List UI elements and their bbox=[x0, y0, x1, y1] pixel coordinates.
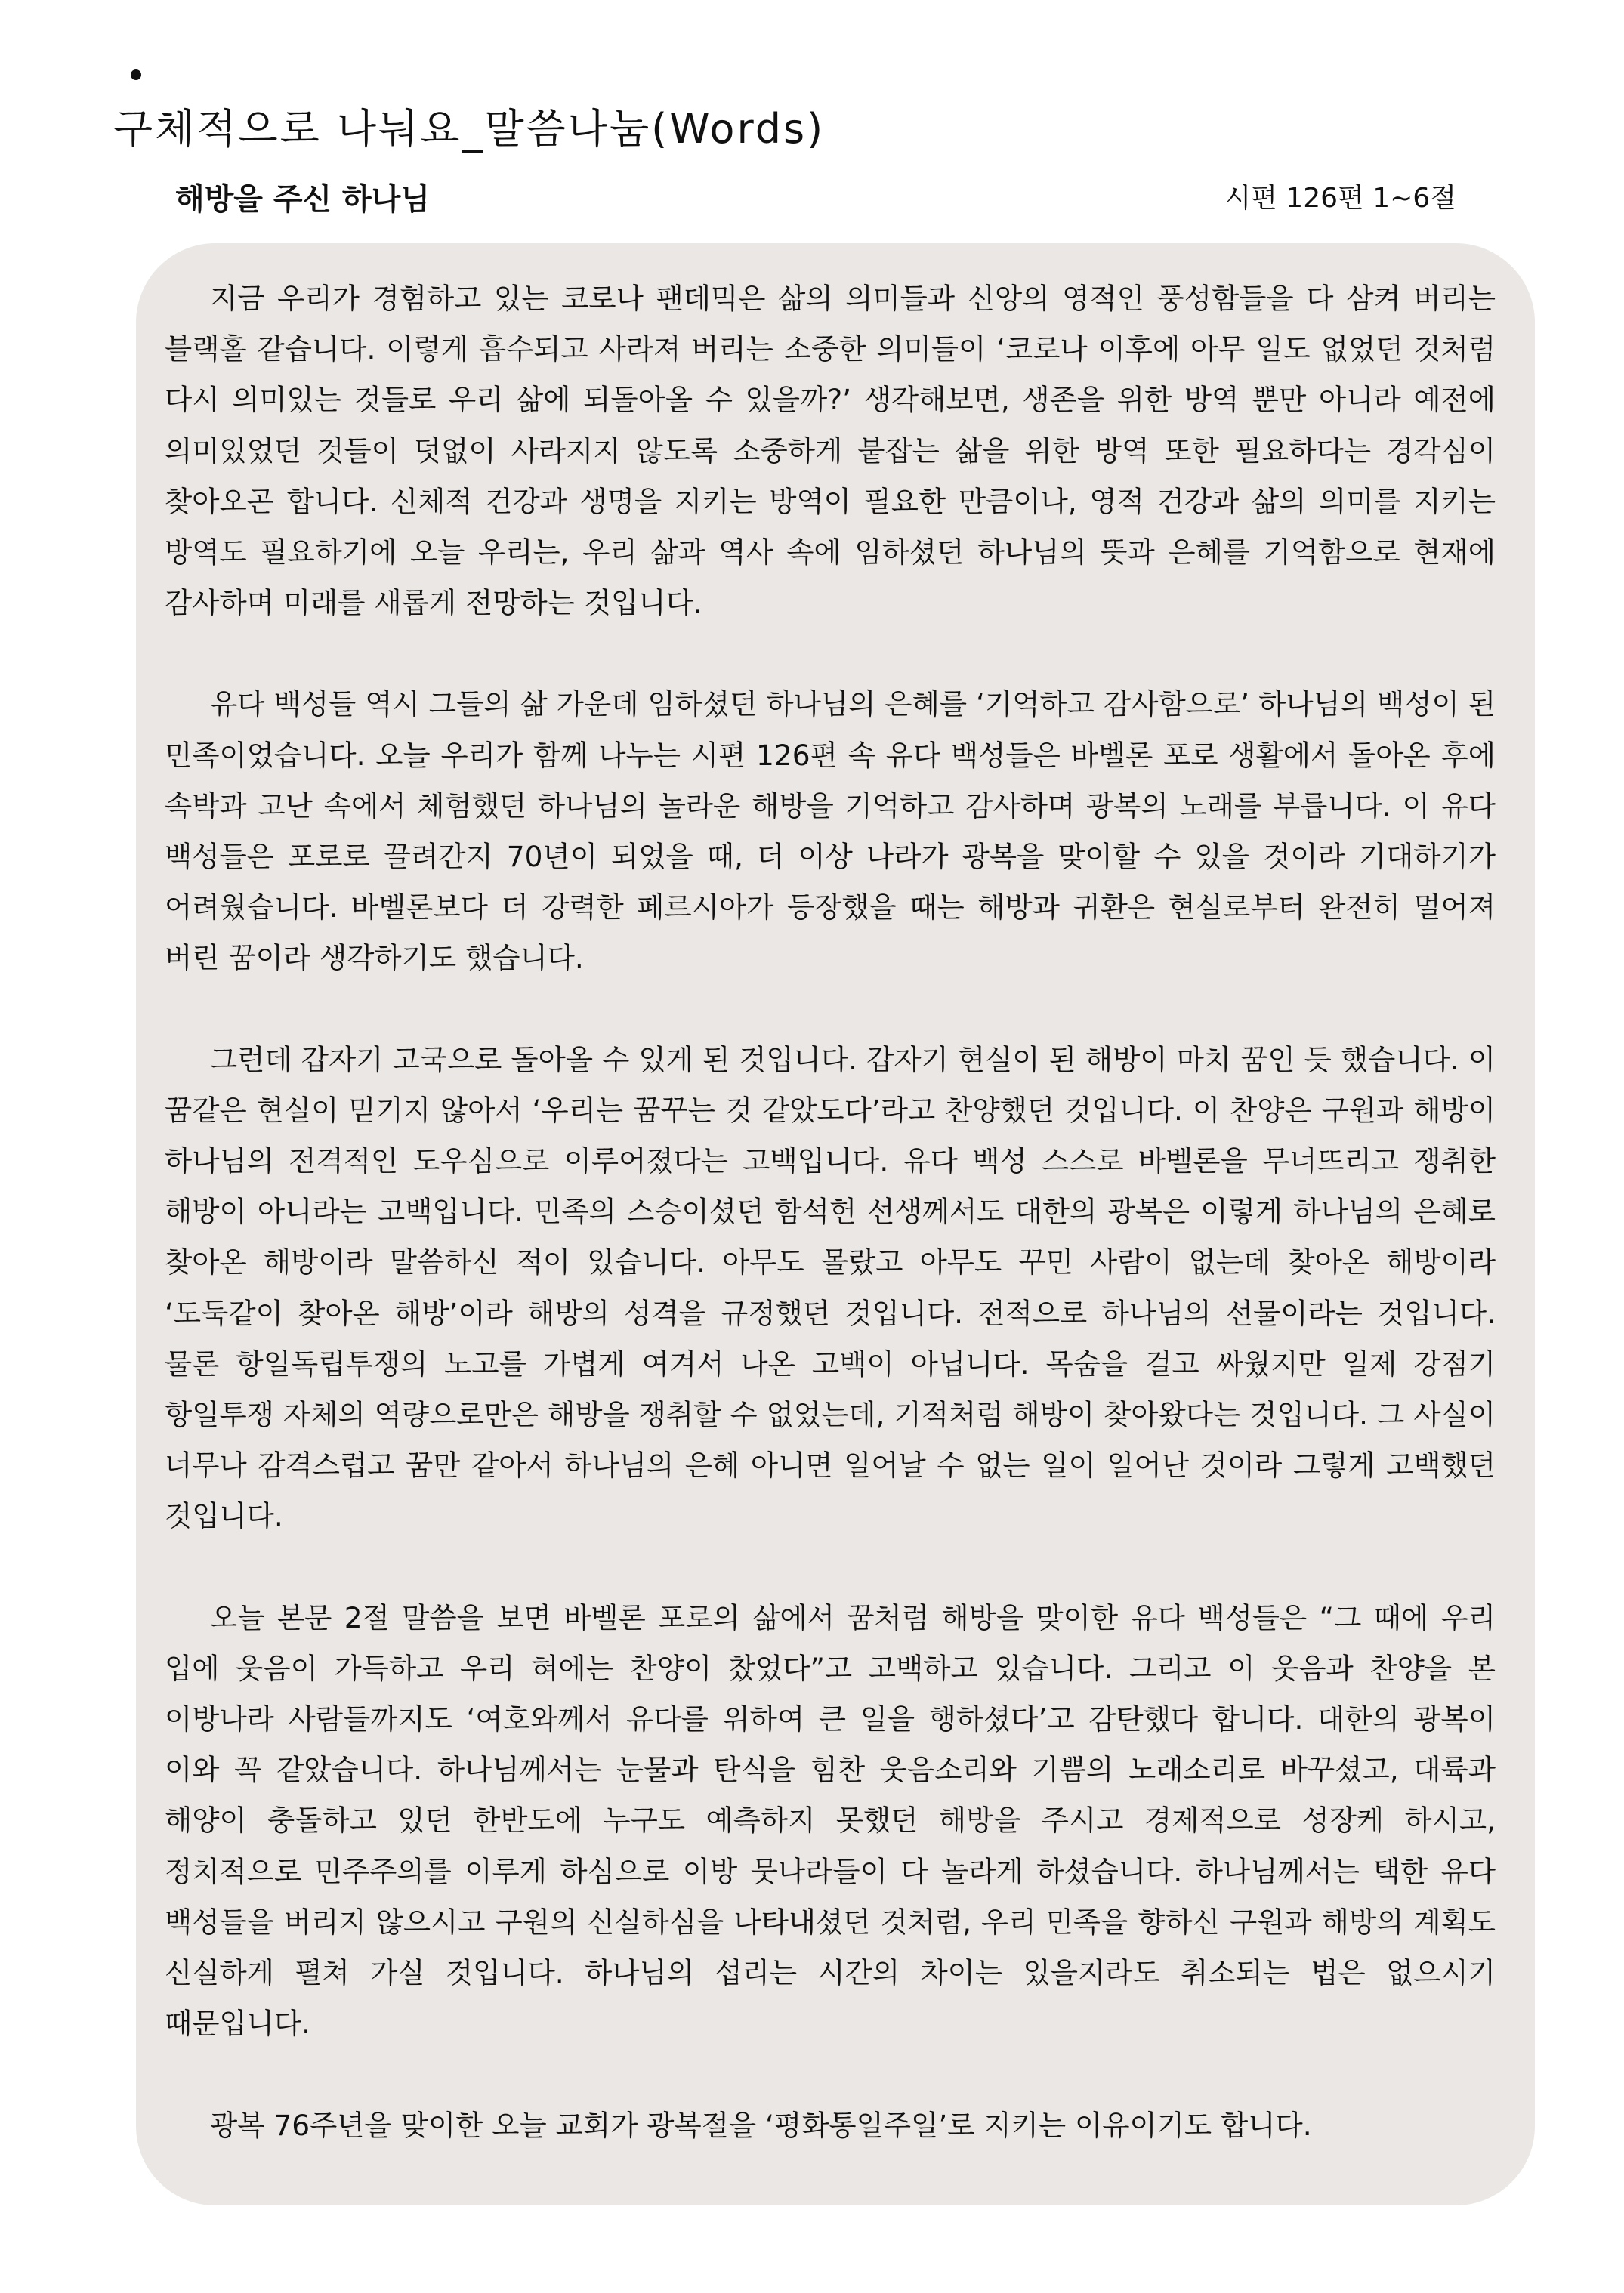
body-paragraph-2: 유다 백성들 역시 그들의 삶 가운데 임하셨던 하나님의 은혜를 ‘기억하고 감사함으로’ 하나님의 백성이 된 민족이었습니다. 오늘 우리가 함께 나누는 시편 126편 속 유다 백성들은 바벨론 포로 생활에서 돌아온 후에 속박과 고난 속에서 체험했던 하나님의 놀라운 해방을 기억하고 감사하며 광복의 노래를 부릅니다. 이 유다 백성들은 포로로 끌려간지 70년이 되었을 때, 더 이상 나라가 광복을 맞이할 수 있을 것이라 기대하기가 어려웠습니다. 바벨론보다 더 강력한 페르시아가 등장했을 때는 해방과 귀환은 현실로부터 완전히 멀어져 버린 꿈이라 생각하기도 했습니다. bbox=[165, 687, 1496, 975]
sermon-subtitle: 해방을 주신 하나님 bbox=[175, 182, 430, 217]
body-paragraph-3: 그런데 갑자기 고국으로 돌아올 수 있게 된 것입니다. 갑자기 현실이 된 해방이 마치 꿈인 듯 했습니다. 이 꿈같은 현실이 믿기지 않아서 ‘우리는 꿈꾸는 것 같았도다’라고 찬양했던 것입니다. 이 찬양은 구원과 해방이 하나님의 전격적인 도우심으로 이루어졌다는 고백입니다. 유다 백성 스스로 바벨론을 무너뜨리고 쟁취한 해방이 아니라는 고백입니다. 민족의 스승이셨던 함석헌 선생께서도 대한의 광복은 이렇게 하나님의 은혜로 찾아온 해방이라 말씀하신 적이 있습니다. 아무도 몰랐고 아무도 꾸민 사람이 없는데 찾아온 해방이라 ‘도둑같이 찾아온 해방’이라 해방의 성격을 규정했던 것입니다. 전적으로 하나님의 선물이라는 것입니다. 물론 항일독립투쟁의 노고를 가볍게 여겨서 나온 고백이 아닙니다. 목숨을 걸고 싸웠지만 일제 강점기 항일투쟁 자체의 역량으로만은 해방을 쟁취할 수 없었는데, 기적처럼 해방이 찾아왔다는 것입니다. 그 사실이 너무나 감격스럽고 꿈만 같아서 하나님의 은혜 아니면 일어날 수 없는 일이 일어난 것이라 그렇게 고백했던 것입니다. bbox=[165, 1042, 1496, 1533]
page-title: 구체적으로 나눠요_말씀나눔(Words) bbox=[113, 105, 826, 153]
body-paragraph-1: 지금 우리가 경험하고 있는 코로나 팬데믹은 삶의 의미들과 신앙의 영적인 풍성함들을 다 삼켜 버리는 블랙홀 같습니다. 이렇게 흡수되고 사라져 버리는 소중한 의미들이 ‘코로나 이후에 아무 일도 없었던 것처럼 다시 의미있는 것들로 우리 삶에 되돌아올 수 있을까?’ 생각해보면, 생존을 위한 방역 뿐만 아니라 예전에 의미있었던 것들이 덧없이 사라지지 않도록 소중하게 붙잡는 삶을 위한 방역 또한 필요하다는 경각심이 찾아오곤 합니다. 신체적 건강과 생명을 지키는 방역이 필요한 만큼이나, 영적 건강과 삶의 의미를 지키는 방역도 필요하기에 오늘 우리는, 우리 삶과 역사 속에 임하셨던 하나님의 뜻과 은혜를 기억함으로 현재에 감사하며 미래를 새롭게 전망하는 것입니다. bbox=[165, 282, 1496, 620]
paragraph-spacer bbox=[165, 1542, 1496, 1593]
scripture-reference: 시편 126편 1~6절 bbox=[1224, 183, 1456, 214]
paragraph-spacer bbox=[165, 2050, 1496, 2100]
body-paragraph-4: 오늘 본문 2절 말씀을 보면 바벨론 포로의 삶에서 꿈처럼 해방을 맞이한 유다 백성들은 “그 때에 우리 입에 웃음이 가득하고 우리 혀에는 찬양이 찼었다”고 고백하고 있습니다. 그리고 이 웃음과 찬양을 본 이방나라 사람들까지도 ‘여호와께서 유다를 위하여 큰 일을 행하셨다’고 감탄했다 합니다. 대한의 광복이 이와 꼭 같았습니다. 하나님께서는 눈물과 탄식을 힘찬 웃음소리와 기쁨의 노래소리로 바꾸셨고, 대륙과 해양이 충돌하고 있던 한반도에 누구도 예측하지 못했던 해방을 주시고 경제적으로 성장케 하시고, 정치적으로 민주주의를 이루게 하심으로 이방 뭇나라들이 다 놀라게 하셨습니다. 하나님께서는 택한 유다 백성들을 버리지 않으시고 구원의 신실하심을 나타내셨던 것처럼, 우리 민족을 향하신 구원과 해방의 계획도 신실하게 펼쳐 가실 것입니다. 하나님의 섭리는 시간의 차이는 있을지라도 취소되는 법은 없으시기 때문입니다. bbox=[165, 1600, 1496, 2041]
sermon-content-box bbox=[136, 243, 1535, 2205]
paragraph-spacer bbox=[165, 628, 1496, 679]
body-paragraph-5: 광복 76주년을 맞이한 오늘 교회가 광복절을 ‘평화통일주일’로 지키는 이유이기도 합니다. bbox=[210, 2108, 1312, 2142]
paragraph-spacer bbox=[165, 984, 1496, 1035]
title-accent-mark bbox=[131, 69, 141, 80]
